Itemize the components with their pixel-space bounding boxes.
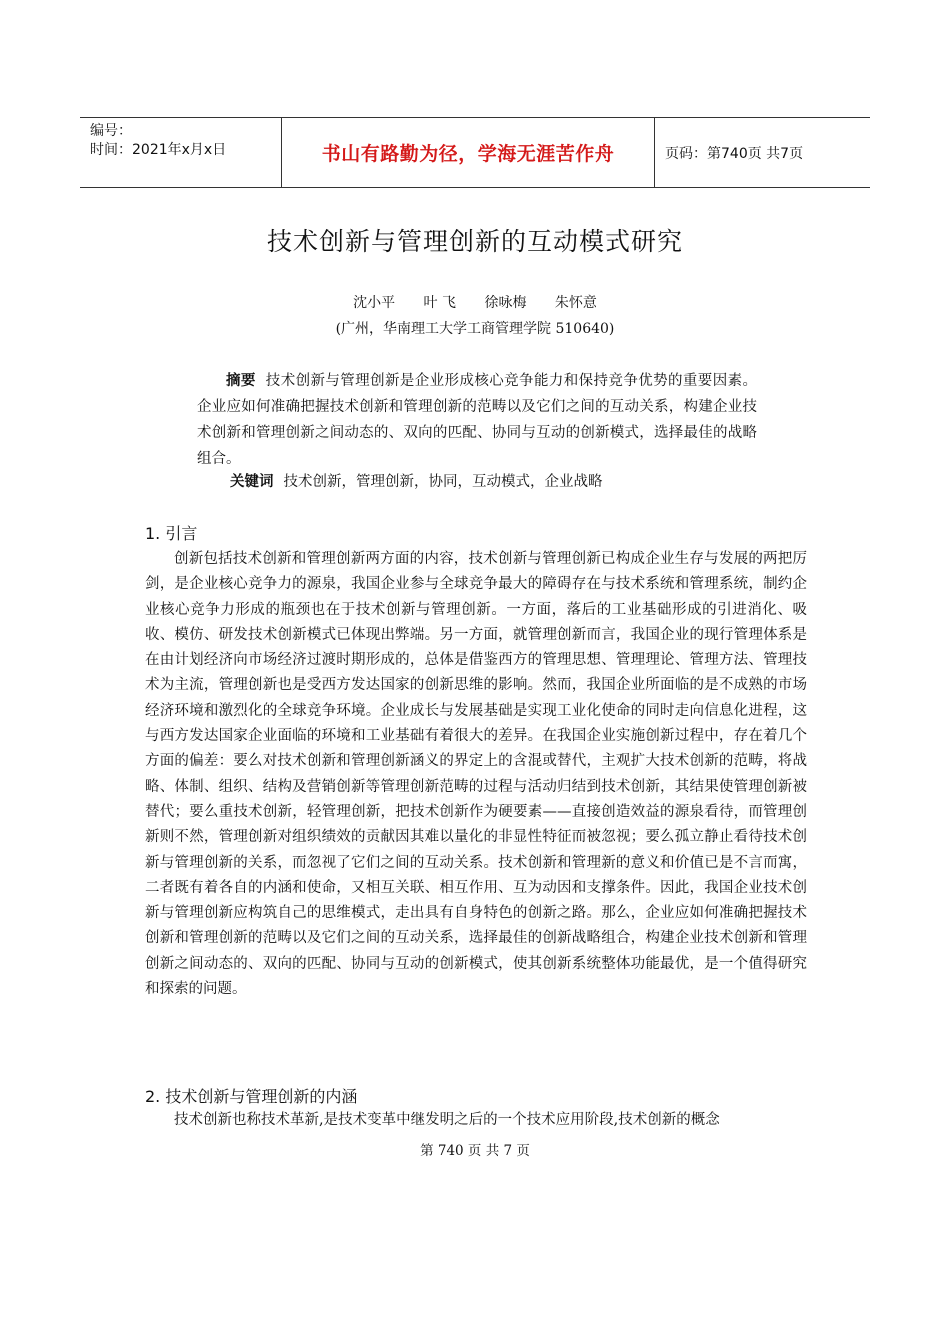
time-label: 时间：2021年x月x日 (90, 142, 227, 158)
keywords-label: 关键词 (230, 474, 274, 490)
paragraph: 技术创新也称技术革新,是技术变革中继发明之后的一个技术应用阶段,技术创新的概念 (174, 1112, 720, 1128)
section-body (145, 547, 807, 1002)
paragraph: 创新包括技术创新和管理创新两方面的内容，技术创新与管理创新已构成企业生存与发展的两把厉剑，是企业核心竞争力的源泉，我国企业参与全球竞争最大的障碍存在与技术系统和管理系统，制约企业核心竞争力形成的瓶颈也在于技术创新与管理创新。一方面，落后的工业基础形成的引进消化、吸收、模仿、研发技术创新模式已体现出弊端。另一方面，就管理创新而言，我国企业的现行管理体系是在由计划经济向市场经济过渡时期形成的，总体是借鉴西方的管理思想、管理理论、管理方法、管理技术为主流，管理创新也是受西方发达国家的创新思维的影响。然而，我国企业所面临的是不成熟的市场经济环境和激烈化的全球竞争环境。企业成长与发展基础是实现工业化使命的同时走向信息化进程，这与西方发达国家企业面临的环境和工业基础有着很大的差异。在我国企业实施创新过程中，存在着几个方面的偏差：要么对技术创新和管理创新涵义的界定上的含混或替代，主观扩大技术创新的范畴，将战略、体制、组织、结构及营销创新等管理创新范畴的过程与活动归结到技术创新，其结果使管理创新被替代；要么重技术创新，轻管理创新，把技术创新作为硬要素——直接创造效益的源泉看待，而管理创新则不然，管理创新对组织绩效的贡献因其难以量化的非显性特征而被忽视；要么孤立静止看待技术创新与管理创新的关系，而忽视了它们之间的互动关系。技术创新和管理新的意义和价值已是不言而寓，二者既有着各自的内涵和使命，又相互关联、相互作用、互为动因和支撑条件。因此，我国企业技术创新与管理创新应构筑自己的思维模式，走出具有自身特色的创新之路。那么，企业应如何准确把握技术创新和管理创新的范畴以及它们之间的互动关系，选择最佳的创新战略组合，构建企业技术创新和管理创新之间动态的、双向的匹配、协同与互动的创新模式，使其创新系统整体功能最优，是一个值得研究和探索的问题。 (145, 551, 807, 998)
section-body (145, 1108, 807, 1133)
header-left (90, 122, 226, 160)
keywords (230, 470, 603, 494)
number-label: 编号： (90, 123, 132, 139)
affiliation: (广州，华南理工大学工商管理学院 510640) (335, 321, 615, 337)
page-footer: 第 740 页 共 7 页 (420, 1143, 530, 1159)
author-name: 朱怀意 (554, 295, 597, 311)
author-name: 叶 飞 (423, 295, 456, 311)
keywords-text: 技术创新，管理创新，协同，互动模式，企业战略 (283, 474, 603, 490)
abstract (197, 368, 757, 472)
section-heading: 2. 技术创新与管理创新的内涵 (145, 1087, 358, 1106)
header-table (80, 117, 870, 188)
abstract-label: 摘要 (226, 373, 256, 389)
header-page-code: 页码：第740页 共7页 (665, 145, 804, 162)
author-name: 沈小平 (353, 295, 396, 311)
header-divider (654, 118, 655, 187)
section-heading: 1. 引言 (145, 524, 198, 543)
page-title: 技术创新与管理创新的互动模式研究 (266, 227, 683, 256)
abstract-text: 技术创新与管理创新是企业形成核心竞争能力和保持竞争优势的重要因素。企业应如何准确把握技术创新和管理创新的范畴以及它们之间的互动关系，构建企业技术创新和管理创新之间动态的、双向的匹配、协同与互动的创新模式，选择最佳的战略组合。 (197, 373, 757, 467)
author-name: 徐咏梅 (484, 295, 527, 311)
header-motto: 书山有路勤为径，学海无涯苦作舟 (321, 143, 615, 165)
author-list (0, 292, 950, 312)
